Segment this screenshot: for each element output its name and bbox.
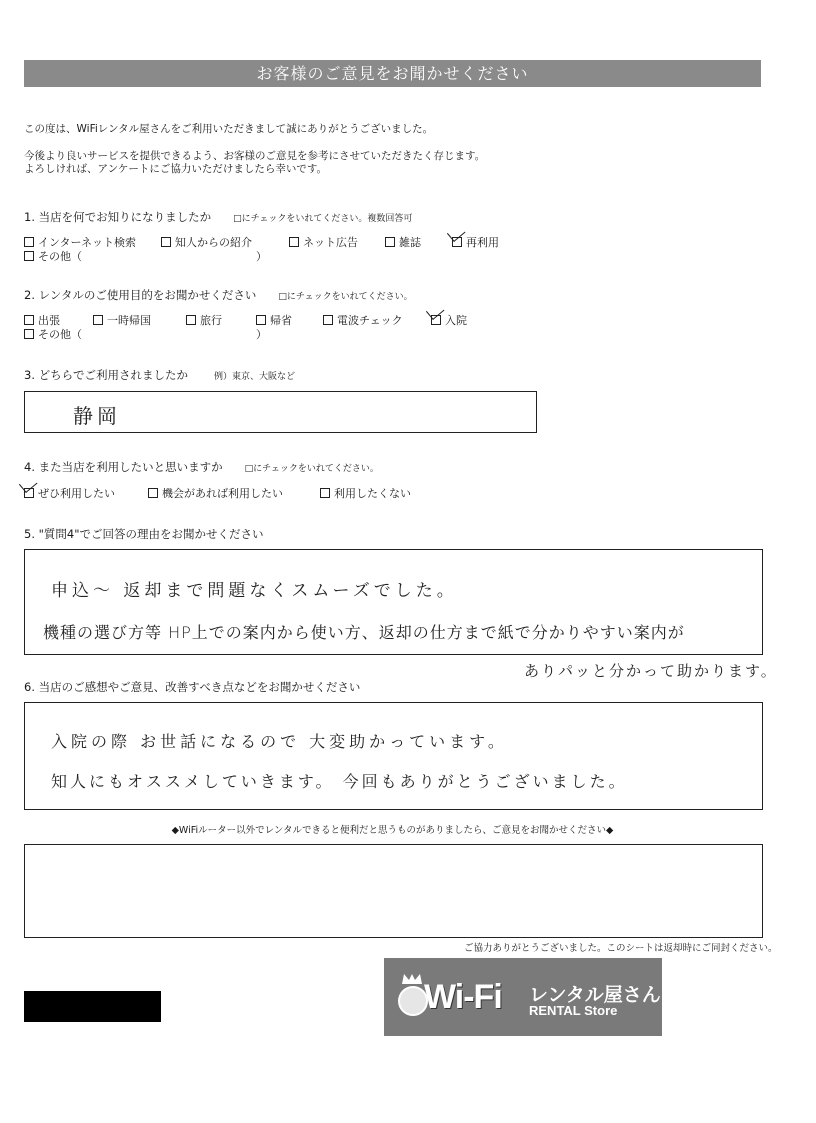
q6-answer-box[interactable] [24,702,763,810]
question-1-label [24,209,412,225]
option-label: 入院 [445,314,467,327]
option-label: ぜひ利用したい [38,487,115,500]
question-4-label [24,459,379,475]
checkbox-icon[interactable] [93,315,103,325]
q2-option-temp-return[interactable] [93,312,151,328]
checkbox-icon[interactable] [148,488,158,498]
checkbox-icon[interactable] [161,237,171,247]
option-label: その他（ [38,250,82,263]
q1-option-magazine[interactable] [385,234,421,250]
question-4-note: □にチェックをいれてください。 [244,464,379,474]
checkbox-icon[interactable] [24,329,34,339]
intro-line-2: 今後より良いサービスを提供できるよう、お客様のご意見を参考にさせていただきたく存じます。 [24,150,486,162]
intro-line-3: よろしければ、アンケートにご協力いただけましたら幸いです。 [24,163,328,175]
logo-wifi: Wi-Fi [424,978,502,1016]
q5-handwritten-line-1: 申込～ 返却まで問題なくスムーズでした。 [51,581,458,601]
question-3-note: 例）東京、大阪など [214,372,296,382]
option-label: その他（ [38,328,82,341]
checkbox-icon[interactable] [24,237,34,247]
option-label: 機会があれば利用したい [162,487,283,500]
question-4-text: 4. また当店を利用したいと思いますか [24,460,223,474]
q3-handwritten-answer: 静岡 [73,404,121,428]
checkbox-icon[interactable] [320,488,330,498]
q6-handwritten-line-2: 知人にもオススメしていきます。 今回もありがとうございました。 [51,772,628,791]
question-2-note: □にチェックをいれてください。 [278,292,413,302]
q7-answer-box[interactable] [24,844,763,938]
checkbox-checked-icon[interactable] [452,237,462,247]
option-label: 一時帰国 [107,314,151,327]
q2-other-close: ） [256,328,267,341]
intro-line-1: この度は、WiFiレンタル屋さんをご利用いただきまして誠にありがとうございました。 [24,123,434,135]
checkbox-icon[interactable] [24,315,34,325]
question-7-label: ◆WiFiルーター以外でレンタルできると便利だと思うものがありましたら、ご意見をお聞かせください◆ [171,825,614,836]
q1-option-referral[interactable] [161,234,252,250]
redacted-block [24,991,161,1022]
store-logo [384,958,662,1036]
q2-option-signal-check[interactable] [323,312,403,328]
question-6-label: 6. 当店のご感想やご意見、改善すべき点などをお聞かせください [24,680,361,694]
checkbox-icon[interactable] [186,315,196,325]
question-1-note: □にチェックをいれてください。複数回答可 [233,214,413,224]
q1-option-net-ad[interactable] [289,234,358,250]
option-label: 出張 [38,314,60,327]
q2-option-travel[interactable] [186,312,222,328]
question-2-label [24,287,413,303]
q6-handwritten-line-1: 入院の際 お世話になるので 大変助かっています。 [51,732,508,751]
checkbox-icon[interactable] [24,251,34,261]
option-label: 帰省 [270,314,292,327]
q1-option-reuse[interactable] [452,234,499,250]
option-label: ネット広告 [303,236,358,249]
question-1-text: 1. 当店を何でお知りになりましたか [24,210,212,224]
question-5-label: 5. "質問4"でご回答の理由をお聞かせください [24,527,264,541]
checkbox-icon[interactable] [385,237,395,247]
checkbox-icon[interactable] [323,315,333,325]
q4-option-no[interactable] [320,485,411,501]
option-label: 再利用 [466,236,499,249]
q1-other-close: ） [256,250,267,263]
question-2-text: 2. レンタルのご使用目的をお聞かせください [24,288,257,302]
footer-thanks: ご協力ありがとうございました。このシートは返却時にご同封ください。 [464,943,778,954]
option-label: 雑誌 [399,236,421,249]
q2-option-hospital[interactable] [431,312,467,328]
question-3-label [24,367,295,383]
checkbox-checked-icon[interactable] [431,315,441,325]
q2-option-other[interactable] [24,326,82,342]
q4-option-if-chance[interactable] [148,485,283,501]
question-3-text: 3. どちらでご利用されましたか [24,368,189,382]
q5-answer-box[interactable] [24,549,763,655]
checkbox-icon[interactable] [256,315,266,325]
logo-en: RENTAL Store [529,1003,618,1018]
crown-icon [402,974,422,984]
q1-option-other[interactable] [24,248,82,264]
option-label: インターネット検索 [38,236,137,249]
q5-handwritten-line-3: ありパッと分かって助かります。 [524,662,778,680]
q5-handwritten-line-2: 機種の選び方等 HP上での案内から使い方、返却の仕方まで紙で分かりやすい案内が [43,623,685,642]
checkbox-icon[interactable] [289,237,299,247]
option-label: 電波チェック [337,314,403,327]
option-label: 利用したくない [334,487,411,500]
logo-jp: レンタル屋さん [529,984,661,1006]
option-label: 旅行 [200,314,222,327]
form-title: お客様のご意見をお聞かせください [24,60,761,87]
checkbox-checked-icon[interactable] [24,488,34,498]
q4-option-definitely[interactable] [24,485,115,501]
option-label: 知人からの紹介 [175,236,252,249]
q3-answer-box[interactable] [24,391,537,433]
